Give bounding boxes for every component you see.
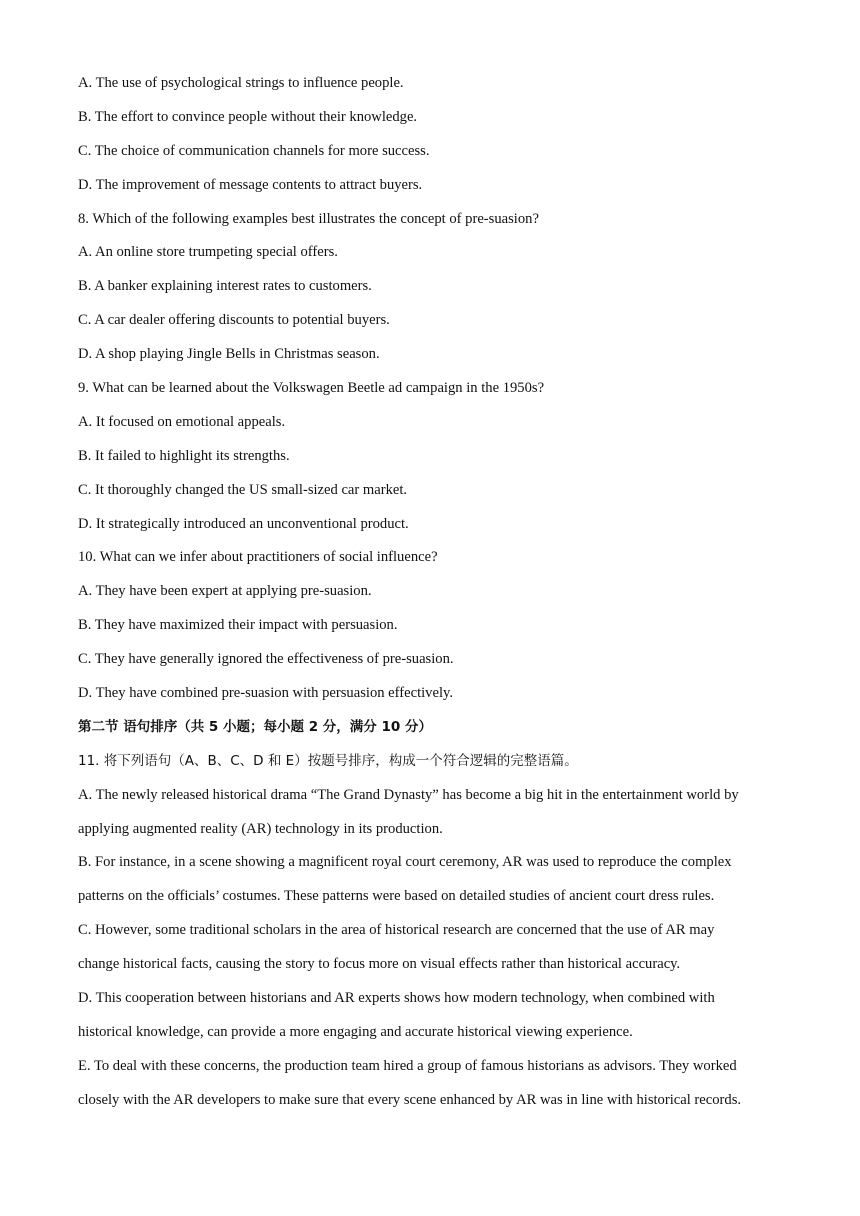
sentence-a <box>78 784 778 852</box>
sentence-b-line-2: patterns on the officials’ costumes. These patterns were based on detailed studies of ancient court dress rules. <box>78 888 715 905</box>
section-heading: 第二节 语句排序（共 5 小题；每小题 2 分，满分 10 分） <box>78 718 432 735</box>
q9-option-b: B. It failed to highlight its strengths. <box>78 447 290 464</box>
q10-option-a: A. They have been expert at applying pre-suasion. <box>78 583 372 600</box>
q8-stem: 8. Which of the following examples best illustrates the concept of pre-suasion? <box>78 210 539 227</box>
sentence-e-line-2: closely with the AR developers to make sure that every scene enhanced by AR was in line with historical records. <box>78 1091 742 1108</box>
q10-stem: 10. What can we infer about practitioners of social influence? <box>78 549 438 566</box>
sentence-a-line-2: applying augmented reality (AR) technology in its production. <box>78 820 443 837</box>
q10-option-c: C. They have generally ignored the effectiveness of pre-suasion. <box>78 651 454 668</box>
q9-option-c: C. It thoroughly changed the US small-sized car market. <box>78 481 408 498</box>
sentence-b <box>78 851 778 919</box>
q9-option-a: A. It focused on emotional appeals. <box>78 413 286 430</box>
question-9 <box>78 377 778 546</box>
sentence-d-line-2: historical knowledge, can provide a more engaging and accurate historical viewing experience. <box>78 1023 633 1040</box>
sentence-d <box>78 987 778 1055</box>
q7-option-d: D. The improvement of message contents to attract buyers. <box>78 176 423 193</box>
q10-option-d: D. They have combined pre-suasion with persuasion effectively. <box>78 685 454 702</box>
q7-option-c: C. The choice of communication channels for more success. <box>78 142 430 159</box>
sentence-b-line-1: B. For instance, in a scene showing a magnificent royal court ceremony, AR was used to reproduce the complex <box>78 854 732 871</box>
sentence-a-line-1: A. The newly released historical drama “The Grand Dynasty” has become a big hit in the entertainment world by <box>78 786 739 803</box>
sentence-e <box>78 1055 778 1123</box>
q9-stem: 9. What can be learned about the Volkswagen Beetle ad campaign in the 1950s? <box>78 380 545 397</box>
q8-option-c: C. A car dealer offering discounts to potential buyers. <box>78 312 390 329</box>
q10-option-b: B. They have maximized their impact with persuasion. <box>78 617 398 634</box>
sentence-c-line-2: change historical facts, causing the story to focus more on visual effects rather than historical accuracy. <box>78 956 681 973</box>
q11-stem: 11. 将下列语句（A、B、C、D 和 E）按题号排序，构成一个符合逻辑的完整语篇。 <box>78 752 578 769</box>
sentence-e-line-1: E. To deal with these concerns, the production team hired a group of famous historians as advisors. They worked <box>78 1057 737 1074</box>
exam-page <box>78 72 778 1123</box>
question-7-options <box>78 72 778 208</box>
question-8 <box>78 208 778 377</box>
q7-option-b: B. The effort to convince people without their knowledge. <box>78 108 418 125</box>
question-10 <box>78 546 778 715</box>
q9-option-d: D. It strategically introduced an unconventional product. <box>78 515 409 532</box>
section-2 <box>78 716 778 1123</box>
q8-option-a: A. An online store trumpeting special offers. <box>78 244 338 261</box>
sentence-d-line-1: D. This cooperation between historians and AR experts shows how modern technology, when combined with <box>78 990 715 1007</box>
q7-option-a: A. The use of psychological strings to influence people. <box>78 75 404 91</box>
q8-option-d: D. A shop playing Jingle Bells in Christmas season. <box>78 346 380 363</box>
sentence-c-line-1: C. However, some traditional scholars in the area of historical research are concerned that the use of AR may <box>78 922 715 939</box>
q8-option-b: B. A banker explaining interest rates to customers. <box>78 278 372 295</box>
sentence-c <box>78 919 778 987</box>
